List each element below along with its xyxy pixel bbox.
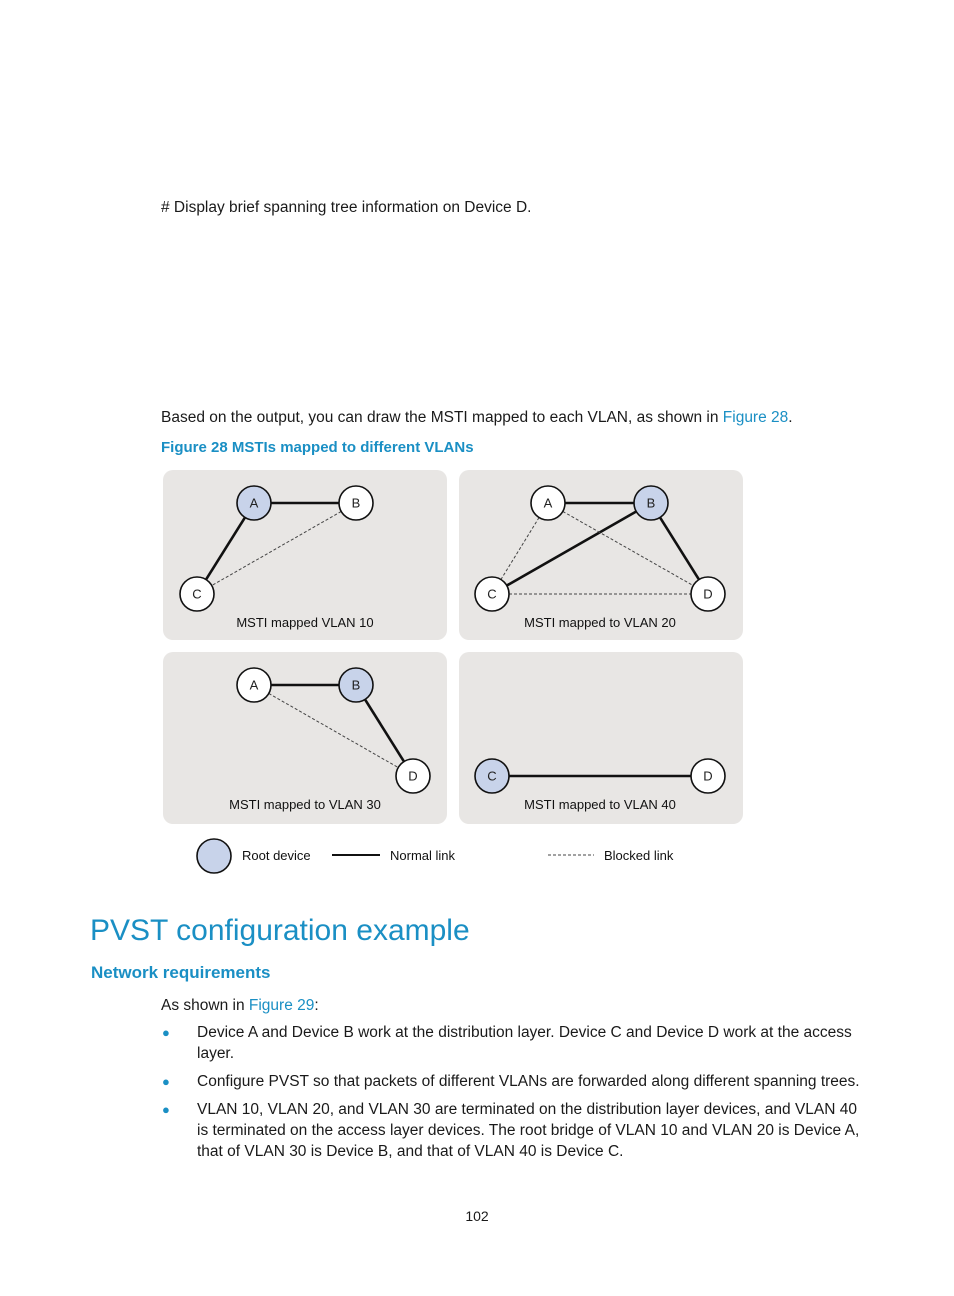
diagram-layer [180,486,725,812]
blocked-link-AD [563,511,693,585]
as-shown-line [161,995,319,1016]
blocked-link-BC [212,511,341,585]
device-node-label: C [487,768,497,784]
device-node-label: D [703,768,713,784]
panel-label: MSTI mapped VLAN 10 [236,615,374,630]
device-node-label: D [408,768,418,784]
output-sentence-text: Based on the output, you can draw the MSTI mapped to each VLAN, as shown in [161,409,723,426]
legend [197,839,674,873]
figure-29-link[interactable]: Figure 29 [248,997,315,1014]
panel-label: MSTI mapped to VLAN 30 [229,797,381,812]
intro-line: # Display brief spanning tree information on Device D. [161,199,532,216]
device-node-label: B [646,495,656,511]
device-node-label: D [703,586,713,602]
device-node-label: B [351,677,361,693]
bullet-dot-icon: ● [162,1074,170,1089]
output-sentence-end: . [788,409,793,426]
legend-blocked-label: Blocked link [604,848,674,863]
bullet-item-3: VLAN 10, VLAN 20, and VLAN 30 are terminated on the distribution layer devices, and VLAN 40 is terminated on the access layer devices. The root bridge of VLAN 10 and VLAN 20 is Device A, that of VLAN 30 is Device B, and that of VLAN 40 is Device C. [197,1101,860,1160]
device-node-label: C [487,586,497,602]
device-node-label: A [543,495,553,511]
legend-root-swatch [197,839,231,873]
device-node-label: C [192,586,202,602]
bullet-dot-icon: ● [162,1102,170,1117]
legend-normal-label: Normal link [390,848,456,863]
figure-caption: Figure 28 MSTIs mapped to different VLANs [161,439,474,456]
normal-link-BD [660,517,699,579]
section-title: PVST configuration example [90,914,470,947]
bullet-item-2: Configure PVST so that packets of different VLANs are forwarded along different spanning trees. [197,1073,860,1090]
bullet-dot-icon: ● [162,1025,170,1040]
normal-link-BC [507,511,636,585]
blocked-link-AD [269,693,398,767]
panel-label: MSTI mapped to VLAN 40 [524,797,676,812]
device-node-label: A [249,677,259,693]
device-node-label: A [249,495,259,511]
subsection-title: Network requirements [91,963,271,982]
panel-label: MSTI mapped to VLAN 20 [524,615,676,630]
page-number: 102 [465,1208,489,1224]
as-shown-end: : [314,997,319,1014]
device-node-label: B [351,495,361,511]
figure-28-link[interactable]: Figure 28 [722,409,789,426]
as-shown-text: As shown in [161,997,249,1014]
bullet-item-1: Device A and Device B work at the distribution layer. Device C and Device D work at the access layer. [197,1024,852,1062]
legend-root-label: Root device [242,848,311,863]
